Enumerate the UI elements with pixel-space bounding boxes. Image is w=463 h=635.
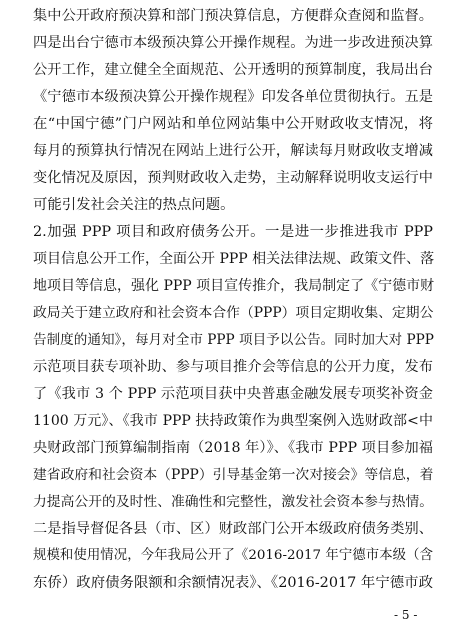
- text-line: 可能引发社会关注的热点问题。: [33, 197, 235, 213]
- text-line: 地项目等信息，强化 PPP 项目宣传推介，我局制定了《宁德市财: [33, 278, 435, 294]
- text-line: 1100 万元》、《我市 PPP 扶持政策作为典型案例入选财政部<中: [33, 413, 433, 429]
- text-line: 告制度的通知》，每月对全市 PPP 项目予以公告。同时加大对 PPP: [33, 332, 434, 348]
- text-line: 集中公开政府预决算和部门预决算信息，方便群众查阅和监督。: [33, 8, 433, 24]
- text-line: 四是出台宁德市本级预决算公开操作规程。为进一步改进预决算: [33, 35, 433, 51]
- text-line: 规模和使用情况，今年我局公开了《2016-2017 年宁德市本级（含: [33, 548, 433, 563]
- text-line: 项目信息公开工作，全面公开 PPP 相关法律法规、政策文件、落: [33, 251, 435, 267]
- text-line: 建省政府和社会资本（PPP）引导基金第一次对接会》等信息，着: [33, 467, 434, 483]
- text-line: 二是指导督促各县（市、区）财政部门公开本级政府债务类别、: [33, 521, 433, 537]
- text-line: 变化情况及原因，预判财政收入走势，主动解释说明收支运行中: [33, 170, 433, 186]
- text-line: 公开工作，建立健全全面规范、公开透明的预算制度，我局出台: [33, 62, 433, 78]
- text-line: 示范项目获专项补助、参与项目推介会等信息的公开力度，发布: [33, 359, 433, 375]
- text-line: 每月的预算执行情况在网站上进行公开，解读每月财政收支增减: [33, 143, 433, 159]
- page-number: - 5 -: [394, 608, 418, 622]
- text-line: 政局关于建立政府和社会资本合作（PPP）项目定期收集、定期公: [33, 305, 434, 321]
- text-line: 力提高公开的及时性、准确性和完整性，激发社会资本参与热情。: [33, 494, 434, 510]
- text-line: 了《我市 3 个 PPP 示范项目获中央普惠金融发展专项奖补资金: [33, 386, 433, 402]
- text-line: 在“中国宁德”门户网站和单位网站集中公开财政收支情况，将: [33, 116, 433, 132]
- text-line: 《宁德市本级预决算公开操作规程》印发各单位贯彻执行。五是: [33, 89, 433, 105]
- text-line: 央财政部门预算编制指南（2018 年）》、《我市 PPP 项目参加福: [33, 440, 433, 456]
- text-line: 东侨）政府债务限额和余额情况表》、《2016-2017 年宁德市政: [33, 575, 433, 591]
- section-heading-line: 2.加强 PPP 项目和政府债务公开。一是进一步推进我市 PPP: [33, 224, 433, 240]
